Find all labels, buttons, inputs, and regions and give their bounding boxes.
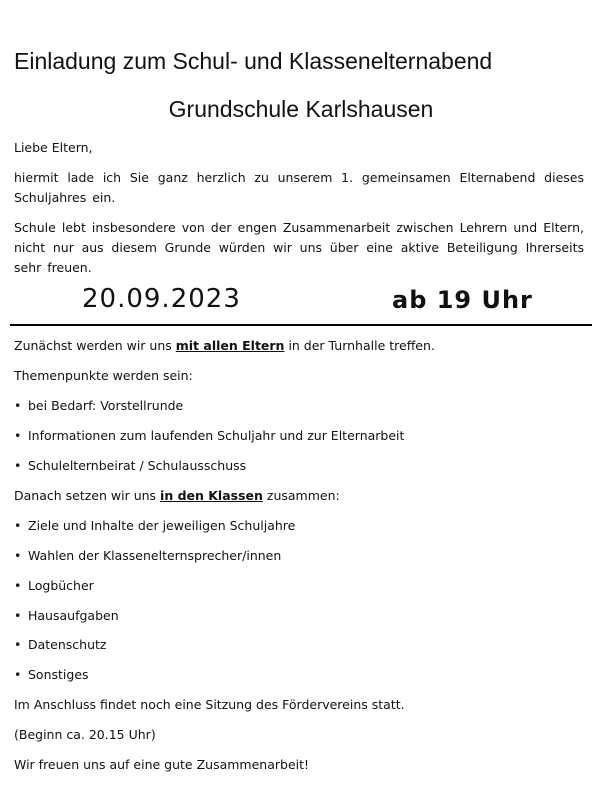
- bullet-icon: •: [14, 458, 22, 473]
- list-item: • Hausaufgaben: [14, 608, 119, 623]
- bullet-icon: •: [14, 428, 22, 443]
- list-item: • Ziele und Inhalte der jeweiligen Schuljahre: [14, 518, 296, 533]
- bullet-icon: •: [14, 518, 22, 533]
- event-date: 20.09.2023: [82, 284, 241, 314]
- followup-time: (Beginn ca. 20.15 Uhr): [14, 727, 156, 742]
- cooperation-paragraph: Schule lebt insbesondere von der engen Zusammenarbeit zwischen Lehrern und Eltern, nicht nur aus diesem Grunde würden wir uns über eine aktive Beteiligung Ihrerseits sehr freuen.: [14, 220, 584, 275]
- bullet-icon: •: [14, 578, 22, 593]
- bullet-icon: •: [14, 667, 22, 682]
- all-parents-emphasis: mit allen Eltern: [175, 338, 285, 353]
- class-meeting-line: [14, 488, 340, 503]
- list-item: • Wahlen der Klassenelternsprecher/innen: [14, 548, 282, 563]
- first-meeting-text: Zunächst werden wir uns: [14, 338, 176, 353]
- first-meeting-line: [14, 338, 435, 353]
- first-meeting-location: in der Turnhalle treffen.: [284, 338, 435, 353]
- in-classes-emphasis: in den Klassen: [160, 488, 263, 503]
- topics-intro: Themenpunkte werden sein:: [14, 368, 193, 383]
- list-item: • Informationen zum laufenden Schuljahr und zur Elternarbeit: [14, 428, 405, 443]
- page-title: Einladung zum Schul- und Klassenelternabend: [14, 48, 493, 74]
- bullet-icon: •: [14, 608, 22, 623]
- bullet-icon: •: [14, 398, 22, 413]
- closing-line: Wir freuen uns auf eine gute Zusammenarbeit!: [14, 757, 310, 772]
- bullet-icon: •: [14, 548, 22, 563]
- followup-line: Im Anschluss findet noch eine Sitzung des Fördervereins statt.: [14, 697, 405, 712]
- class-meeting-end: zusammen:: [262, 488, 340, 503]
- class-meeting-text: Danach setzen wir uns: [14, 488, 161, 503]
- bullet-icon: •: [14, 637, 22, 652]
- school-name: Grundschule Karlshausen: [168, 96, 434, 122]
- list-item: • Datenschutz: [14, 637, 107, 652]
- greeting: Liebe Eltern,: [14, 140, 93, 155]
- event-time: ab 19 Uhr: [392, 286, 533, 314]
- list-item: • bei Bedarf: Vorstellrunde: [14, 398, 184, 413]
- list-item: • Schulelternbeirat / Schulausschuss: [14, 458, 247, 473]
- intro-paragraph: hiermit lade ich Sie ganz herzlich zu unserem 1. gemeinsamen Elternabend dieses Schuljahres ein.: [14, 170, 584, 205]
- divider: [10, 324, 592, 326]
- list-item: • Logbücher: [14, 578, 94, 593]
- list-item: • Sonstiges: [14, 667, 89, 682]
